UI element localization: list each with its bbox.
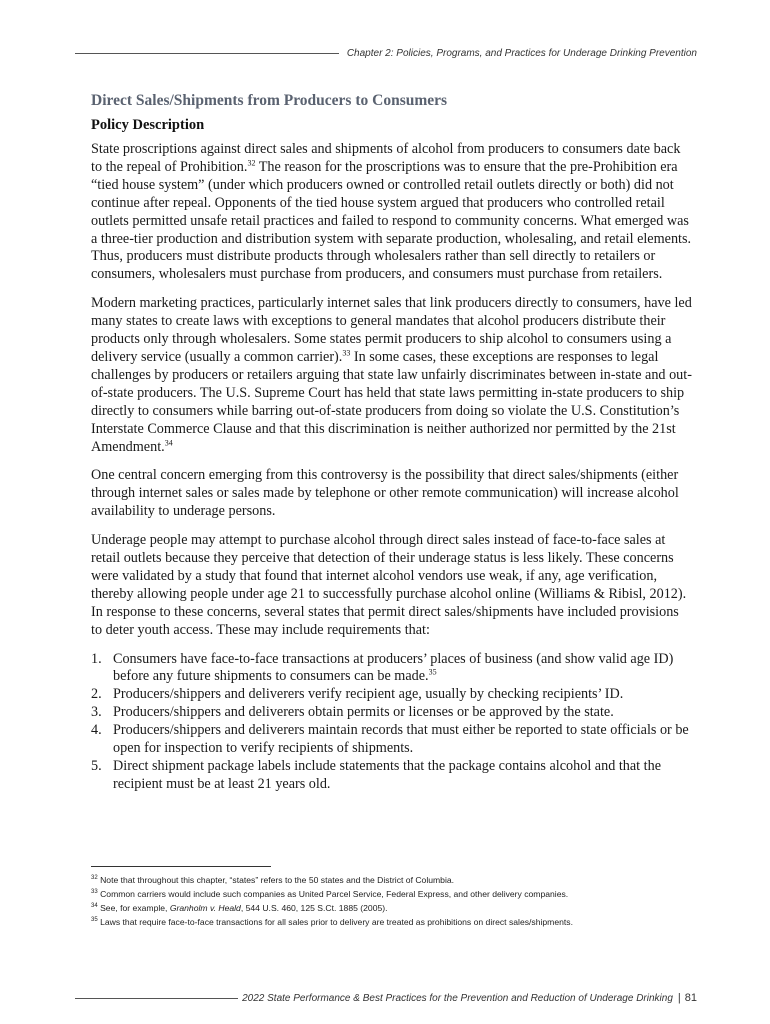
footnote-text: Laws that require face-to-face transactions for all sales prior to delivery are treated as prohibitions on direct sales/shipments. [100, 917, 573, 927]
paragraph-text: One central concern emerging from this controversy is the possibility that direct sales/shipments (either through internet sales or sales made by telephone or other remote communication) will increase alcohol availability to underage persons. [91, 467, 679, 520]
page-number: 81 [684, 992, 697, 1004]
list-number: 2. [91, 686, 102, 703]
paragraph-1 [91, 141, 693, 284]
paragraph-3 [91, 467, 693, 521]
footnote-number: 33 [91, 889, 98, 896]
section-title: Direct Sales/Shipments from Producers to Consumers [91, 92, 448, 109]
paragraph-text: The reason for the proscriptions was to ensure that the pre-Prohibition era “tied house system” (under which producers owned or controlled retail outlets directly or both) did not continue after repeal. Opponents of the tied house system argued that producers who controlled retail outlets permitted unsafe retail practices and failed to respond to community concerns. What emerged was a three-tier production and distribution system with separate production, wholesaling, and retail elements. Thus, producers must distribute products through wholesalers rather than sell directly to retailers or consumers, wholesalers must purchase from producers, and consumers must purchase from retailers. [91, 158, 692, 283]
list-number: 1. [91, 650, 102, 667]
footnote-ref[interactable]: 34 [164, 437, 173, 447]
subsection-title: Policy Description [91, 117, 205, 133]
list-number: 5. [91, 758, 102, 774]
list-item [91, 651, 693, 687]
list-item-text: Producers/shippers and deliverers verify recipient age, usually by checking recipients’ ID. [113, 686, 624, 703]
main-content [91, 92, 693, 794]
report-title: 2022 State Performance & Best Practices for the Prevention and Reduction of Underage Drinking [242, 992, 673, 1004]
list-item [91, 686, 693, 704]
header-rule [75, 53, 339, 54]
list-text: Consumers have face-to-face transactions at producers’ places of business (and show valid age ID) before any future shipments to consumers can be made. [113, 650, 674, 685]
footnote-number: 32 [91, 875, 98, 882]
footnote-text: , 544 U.S. 460, 125 S.Ct. 1885 (2005). [240, 903, 388, 913]
list-item [91, 704, 693, 722]
paragraph-4 [91, 532, 693, 639]
footnote-number: 34 [91, 903, 98, 910]
chapter-title: Chapter 2: Policies, Programs, and Practices for Underage Drinking Prevention [346, 47, 697, 59]
footnote-divider [91, 866, 271, 867]
running-footer [75, 990, 697, 1006]
list-number: 4. [91, 722, 102, 739]
list-number: 3. [91, 704, 102, 721]
footnote [91, 873, 693, 887]
footnote [91, 887, 693, 901]
footnote-text: See, for example, [100, 903, 170, 913]
footnote-ref[interactable]: 35 [428, 667, 437, 677]
footnote-number: 35 [91, 917, 98, 924]
list-item [91, 758, 693, 794]
list-item-text [113, 651, 693, 687]
footnote-ref[interactable]: 32 [247, 158, 256, 168]
footer-rule [75, 998, 238, 999]
list-item-text: Producers/shippers and deliverers maintain records that must either be reported to state officials or be open for inspection to verify recipients of shipments. [113, 722, 689, 757]
footnote-text: Note that throughout this chapter, “states” refers to the 50 states and the District of Columbia. [100, 875, 455, 885]
list-item [91, 722, 693, 758]
list-item-text: Producers/shippers and deliverers obtain permits or licenses or be approved by the state. [113, 704, 614, 721]
paragraph-text: Underage people may attempt to purchase alcohol through direct sales instead of face-to-face sales at retail outlets because they perceive that detection of their underage status is less likely. These concerns were validated by a study that found that internet alcohol vendors use weak, if any, age verification, thereby allowing people under age 21 to successfully purchase alcohol online (Williams & Ribisl, 2012). In response to these concerns, several states that permit direct sales/shipments have included provisions to deter youth access. These may include requirements that: [91, 532, 687, 638]
paragraph-2 [91, 295, 693, 456]
case-name: Granholm v. Heald [169, 903, 241, 913]
list-item-text: Direct shipment package labels include statements that the package contains alcohol and that the recipient must be at least 21 years old. [113, 758, 661, 792]
paragraph-text: Modern marketing practices, particularly internet sales that link producers directly to consumers, have led many states to create laws with exceptions to general mandates that alcohol producers distribute their products only through wholesalers. Some states permit producers to ship alcohol to consumers using a delivery service (usually a common carrier). [91, 295, 692, 365]
running-header [75, 44, 697, 62]
footer-separator: | [677, 992, 681, 1004]
paragraph-text: State proscriptions against direct sales and shipments of alcohol from producers to consumers date back to the repeal of Prohibition. [91, 141, 681, 175]
footnote-ref[interactable]: 33 [342, 348, 351, 358]
paragraph-text: In some cases, these exceptions are responses to legal challenges by producers or retailers arguing that state law unfairly discriminates between in-state and out-of-state producers. The U.S. Supreme Court has held that state laws permitting in-state producers to ship directly to consumers while barring out-of-state producers from doing so violate the U.S. Constitution’s Interstate Commerce Clause and that this discrimination is neither authorized nor permitted by the 21st Amendment. [91, 348, 692, 455]
footnote-text: Common carriers would include such companies as United Parcel Service, Federal Express, and other delivery companies. [100, 889, 569, 899]
footnote [91, 915, 693, 929]
footnotes [91, 873, 693, 929]
footnote [91, 901, 693, 915]
requirements-list [91, 651, 693, 794]
